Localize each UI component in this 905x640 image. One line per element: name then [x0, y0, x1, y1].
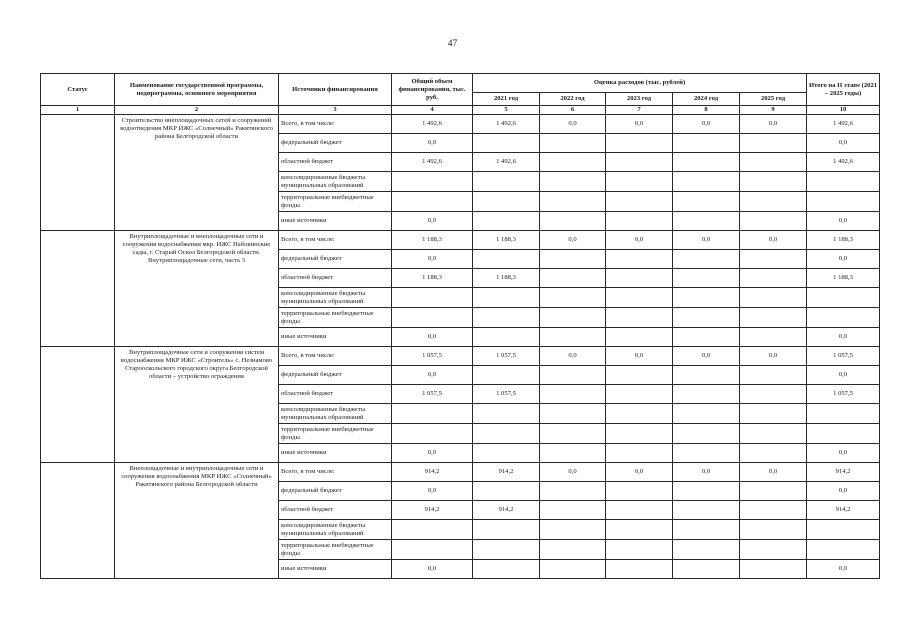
- year-value-cell: [606, 482, 673, 501]
- year-value-cell: [673, 520, 740, 540]
- year-value-cell: [606, 444, 673, 463]
- year-value-cell: [606, 134, 673, 153]
- stage-total-cell: 1 188,3: [807, 269, 880, 288]
- year-value-cell: [673, 424, 740, 444]
- year-value-cell: 0,0: [540, 463, 606, 482]
- year-value-cell: [673, 501, 740, 520]
- year-value-cell: [606, 250, 673, 269]
- year-value-cell: [673, 385, 740, 404]
- year-value-cell: [606, 540, 673, 560]
- stage-total-cell: 0,0: [807, 212, 880, 231]
- year-value-cell: [540, 153, 606, 172]
- year-value-cell: [740, 385, 807, 404]
- year-value-cell: [540, 366, 606, 385]
- year-value-cell: 0,0: [606, 463, 673, 482]
- year-value-cell: [473, 250, 540, 269]
- total-volume-cell: 914,2: [392, 501, 473, 520]
- funding-source-cell: территориальные внебюджетные фонды: [279, 540, 392, 560]
- year-value-cell: [540, 288, 606, 308]
- event-name-cell: Строительство внеплощадочных сетей и сооружений водоотведения МКР ИЖС «Солнечный» Ракитянского района Белгородской области: [115, 115, 279, 231]
- total-volume-cell: 0,0: [392, 134, 473, 153]
- year-value-cell: [740, 501, 807, 520]
- year-value-cell: 1 492,6: [473, 153, 540, 172]
- funding-source-cell: консолидированные бюджеты муниципальных образований: [279, 520, 392, 540]
- table-row: [41, 231, 880, 250]
- total-volume-cell: [392, 308, 473, 328]
- year-value-cell: 0,0: [740, 115, 807, 134]
- year-value-cell: [540, 560, 606, 579]
- year-value-cell: [540, 404, 606, 424]
- year-value-cell: [473, 172, 540, 192]
- year-value-cell: [740, 366, 807, 385]
- funding-source-cell: областной бюджет: [279, 153, 392, 172]
- stage-total-cell: 914,2: [807, 463, 880, 482]
- year-value-cell: 0,0: [540, 115, 606, 134]
- year-value-cell: [540, 192, 606, 212]
- column-number: 5: [473, 106, 540, 115]
- year-value-cell: [740, 153, 807, 172]
- year-value-cell: [740, 560, 807, 579]
- year-value-cell: [540, 134, 606, 153]
- year-value-cell: 0,0: [740, 347, 807, 366]
- year-value-cell: [606, 328, 673, 347]
- year-value-cell: [540, 328, 606, 347]
- year-value-cell: [540, 444, 606, 463]
- year-value-cell: [673, 308, 740, 328]
- year-value-cell: [740, 540, 807, 560]
- status-cell: [41, 347, 115, 463]
- year-value-cell: [473, 134, 540, 153]
- funding-source-cell: областной бюджет: [279, 501, 392, 520]
- year-value-cell: [606, 153, 673, 172]
- funding-source-cell: иные источники: [279, 444, 392, 463]
- header-year-2021: 2021 год: [473, 93, 540, 106]
- total-volume-cell: 0,0: [392, 366, 473, 385]
- year-value-cell: [606, 308, 673, 328]
- stage-total-cell: [807, 288, 880, 308]
- funding-source-cell: консолидированные бюджеты муниципальных образований: [279, 172, 392, 192]
- stage-total-cell: 1 492,6: [807, 115, 880, 134]
- event-name-cell: Внутриплощадочные и внеплощадочные сети и сооружения водоснабжения мкр. ИЖС Набокинские сады, г. Старый Оскол Белгородской области. Внутриплощадочные сети, часть 3: [115, 231, 279, 347]
- year-value-cell: [740, 404, 807, 424]
- year-value-cell: [606, 212, 673, 231]
- header-estimate: Оценка расходов (тыс. рублей): [473, 74, 807, 93]
- year-value-cell: [740, 172, 807, 192]
- year-value-cell: [740, 308, 807, 328]
- column-number: 3: [279, 106, 392, 115]
- funding-source-cell: Всего, в том числе:: [279, 115, 392, 134]
- stage-total-cell: 1 188,3: [807, 231, 880, 250]
- year-value-cell: [740, 192, 807, 212]
- funding-source-cell: территориальные внебюджетные фонды: [279, 424, 392, 444]
- year-value-cell: [473, 288, 540, 308]
- status-cell: [41, 115, 115, 231]
- funding-source-cell: федеральный бюджет: [279, 134, 392, 153]
- column-number: 9: [740, 106, 807, 115]
- year-value-cell: [740, 328, 807, 347]
- year-value-cell: [740, 482, 807, 501]
- year-value-cell: [540, 540, 606, 560]
- year-value-cell: 0,0: [740, 231, 807, 250]
- year-value-cell: [673, 560, 740, 579]
- year-value-cell: 0,0: [673, 231, 740, 250]
- year-value-cell: [473, 560, 540, 579]
- header-year-2024: 2024 год: [673, 93, 740, 106]
- total-volume-cell: 1 057,5: [392, 347, 473, 366]
- total-volume-cell: [392, 192, 473, 212]
- total-volume-cell: [392, 540, 473, 560]
- event-name-cell: Внутриплощадочные сети и сооружения систем водоснабжения МКР ИЖС «Строитель» с. Незнамово Старооскольского городского округа Белгородской области – устройство ограждения: [115, 347, 279, 463]
- stage-total-cell: 0,0: [807, 444, 880, 463]
- funding-source-cell: областной бюджет: [279, 385, 392, 404]
- column-number: 6: [540, 106, 606, 115]
- year-value-cell: [740, 520, 807, 540]
- table-header: [41, 74, 880, 106]
- stage-total-cell: 1 057,5: [807, 347, 880, 366]
- column-numbers-row: [41, 106, 880, 115]
- funding-source-cell: территориальные внебюджетные фонды: [279, 192, 392, 212]
- total-volume-cell: 1 188,3: [392, 269, 473, 288]
- event-name-cell: Внеплощадочные и внутриплощадочные сети и сооружения водоснабжения МКР ИЖС «Солнечный» Ракитянского района Белгородской области: [115, 463, 279, 579]
- year-value-cell: [740, 424, 807, 444]
- header-year-2025: 2025 год: [740, 93, 807, 106]
- total-volume-cell: 914,2: [392, 463, 473, 482]
- header-funding-sources: Источники финансирования: [279, 74, 392, 106]
- total-volume-cell: [392, 424, 473, 444]
- stage-total-cell: [807, 308, 880, 328]
- year-value-cell: [540, 308, 606, 328]
- stage-total-cell: 0,0: [807, 482, 880, 501]
- year-value-cell: [540, 482, 606, 501]
- year-value-cell: [540, 385, 606, 404]
- year-value-cell: [673, 328, 740, 347]
- column-number: 7: [606, 106, 673, 115]
- total-volume-cell: 1 492,6: [392, 115, 473, 134]
- header-program-name: Наименование государственной программы, подпрограммы, основного мероприятия: [115, 74, 279, 106]
- funding-source-cell: Всего, в том числе:: [279, 231, 392, 250]
- year-value-cell: 0,0: [673, 347, 740, 366]
- year-value-cell: [540, 424, 606, 444]
- total-volume-cell: 1 057,5: [392, 385, 473, 404]
- year-value-cell: 914,2: [473, 501, 540, 520]
- stage-total-cell: 0,0: [807, 134, 880, 153]
- total-volume-cell: 0,0: [392, 212, 473, 231]
- funding-source-cell: федеральный бюджет: [279, 366, 392, 385]
- year-value-cell: [473, 366, 540, 385]
- year-value-cell: 0,0: [673, 115, 740, 134]
- funding-source-cell: федеральный бюджет: [279, 482, 392, 501]
- year-value-cell: [740, 444, 807, 463]
- year-value-cell: 0,0: [606, 347, 673, 366]
- year-value-cell: [606, 424, 673, 444]
- year-value-cell: [606, 192, 673, 212]
- year-value-cell: [606, 288, 673, 308]
- year-value-cell: [473, 520, 540, 540]
- total-volume-cell: 1 188,3: [392, 231, 473, 250]
- funding-source-cell: территориальные внебюджетные фонды: [279, 308, 392, 328]
- year-value-cell: [673, 192, 740, 212]
- year-value-cell: [740, 288, 807, 308]
- year-value-cell: [673, 250, 740, 269]
- year-value-cell: [540, 269, 606, 288]
- column-number: 2: [115, 106, 279, 115]
- year-value-cell: [673, 269, 740, 288]
- stage-total-cell: 1 057,5: [807, 385, 880, 404]
- year-value-cell: [673, 482, 740, 501]
- column-number: 1: [41, 106, 115, 115]
- year-value-cell: 0,0: [673, 463, 740, 482]
- year-value-cell: [606, 172, 673, 192]
- year-value-cell: [473, 212, 540, 231]
- year-value-cell: [673, 366, 740, 385]
- total-volume-cell: 1 492,6: [392, 153, 473, 172]
- year-value-cell: 0,0: [606, 231, 673, 250]
- year-value-cell: [740, 134, 807, 153]
- year-value-cell: [740, 269, 807, 288]
- year-value-cell: 0,0: [540, 231, 606, 250]
- column-number: 4: [392, 106, 473, 115]
- stage-total-cell: 0,0: [807, 328, 880, 347]
- year-value-cell: [540, 212, 606, 231]
- total-volume-cell: 0,0: [392, 482, 473, 501]
- header-year-2023: 2023 год: [606, 93, 673, 106]
- column-number: 8: [673, 106, 740, 115]
- year-value-cell: [540, 172, 606, 192]
- stage-total-cell: 0,0: [807, 250, 880, 269]
- header-total-volume: Общий объем финансирования, тыс. руб.: [392, 74, 473, 106]
- year-value-cell: 1 057,5: [473, 385, 540, 404]
- year-value-cell: 0,0: [740, 463, 807, 482]
- status-cell: [41, 463, 115, 579]
- stage-total-cell: 914,2: [807, 501, 880, 520]
- year-value-cell: [740, 212, 807, 231]
- year-value-cell: [540, 520, 606, 540]
- year-value-cell: [473, 328, 540, 347]
- year-value-cell: [473, 192, 540, 212]
- year-value-cell: 0,0: [540, 347, 606, 366]
- year-value-cell: [606, 269, 673, 288]
- year-value-cell: [606, 560, 673, 579]
- table-row: [41, 463, 880, 482]
- year-value-cell: [673, 540, 740, 560]
- stage-total-cell: [807, 404, 880, 424]
- year-value-cell: [740, 250, 807, 269]
- funding-source-cell: консолидированные бюджеты муниципальных образований: [279, 288, 392, 308]
- year-value-cell: [473, 424, 540, 444]
- year-value-cell: [673, 153, 740, 172]
- year-value-cell: 914,2: [473, 463, 540, 482]
- stage-total-cell: 0,0: [807, 560, 880, 579]
- stage-total-cell: [807, 520, 880, 540]
- total-volume-cell: 0,0: [392, 560, 473, 579]
- total-volume-cell: 0,0: [392, 250, 473, 269]
- page-number: 47: [447, 39, 458, 49]
- total-volume-cell: [392, 172, 473, 192]
- year-value-cell: [473, 308, 540, 328]
- total-volume-cell: 0,0: [392, 328, 473, 347]
- year-value-cell: [473, 482, 540, 501]
- budget-table: [40, 73, 880, 579]
- funding-source-cell: иные источники: [279, 328, 392, 347]
- stage-total-cell: 1 492,6: [807, 153, 880, 172]
- year-value-cell: 1 188,3: [473, 231, 540, 250]
- stage-total-cell: [807, 172, 880, 192]
- total-volume-cell: [392, 404, 473, 424]
- header-year-2022: 2022 год: [540, 93, 606, 106]
- table-row: [41, 347, 880, 366]
- year-value-cell: [606, 366, 673, 385]
- stage-total-cell: [807, 540, 880, 560]
- year-value-cell: [673, 444, 740, 463]
- column-number: 10: [807, 106, 880, 115]
- year-value-cell: 1 188,3: [473, 269, 540, 288]
- header-status: Статус: [41, 74, 115, 106]
- total-volume-cell: [392, 520, 473, 540]
- stage-total-cell: 0,0: [807, 366, 880, 385]
- funding-source-cell: Всего, в том числе:: [279, 463, 392, 482]
- year-value-cell: [606, 404, 673, 424]
- year-value-cell: [606, 501, 673, 520]
- funding-source-cell: Всего, в том числе:: [279, 347, 392, 366]
- year-value-cell: [606, 520, 673, 540]
- stage-total-cell: [807, 192, 880, 212]
- year-value-cell: 1 492,6: [473, 115, 540, 134]
- funding-source-cell: областной бюджет: [279, 269, 392, 288]
- funding-source-cell: иные источники: [279, 560, 392, 579]
- year-value-cell: [673, 288, 740, 308]
- year-value-cell: [473, 444, 540, 463]
- stage-total-cell: [807, 424, 880, 444]
- header-stage-total: Итого на II этапе (2021 – 2025 годы): [807, 74, 880, 106]
- funding-source-cell: консолидированные бюджеты муниципальных образований: [279, 404, 392, 424]
- year-value-cell: [540, 250, 606, 269]
- total-volume-cell: [392, 288, 473, 308]
- year-value-cell: [473, 540, 540, 560]
- year-value-cell: [673, 134, 740, 153]
- funding-source-cell: федеральный бюджет: [279, 250, 392, 269]
- year-value-cell: [673, 404, 740, 424]
- year-value-cell: [606, 385, 673, 404]
- year-value-cell: [673, 172, 740, 192]
- year-value-cell: [473, 404, 540, 424]
- status-cell: [41, 231, 115, 347]
- year-value-cell: 0,0: [606, 115, 673, 134]
- year-value-cell: [673, 212, 740, 231]
- year-value-cell: [540, 501, 606, 520]
- table-body: [41, 106, 880, 579]
- year-value-cell: 1 057,5: [473, 347, 540, 366]
- table-row: [41, 115, 880, 134]
- funding-source-cell: иные источники: [279, 212, 392, 231]
- total-volume-cell: 0,0: [392, 444, 473, 463]
